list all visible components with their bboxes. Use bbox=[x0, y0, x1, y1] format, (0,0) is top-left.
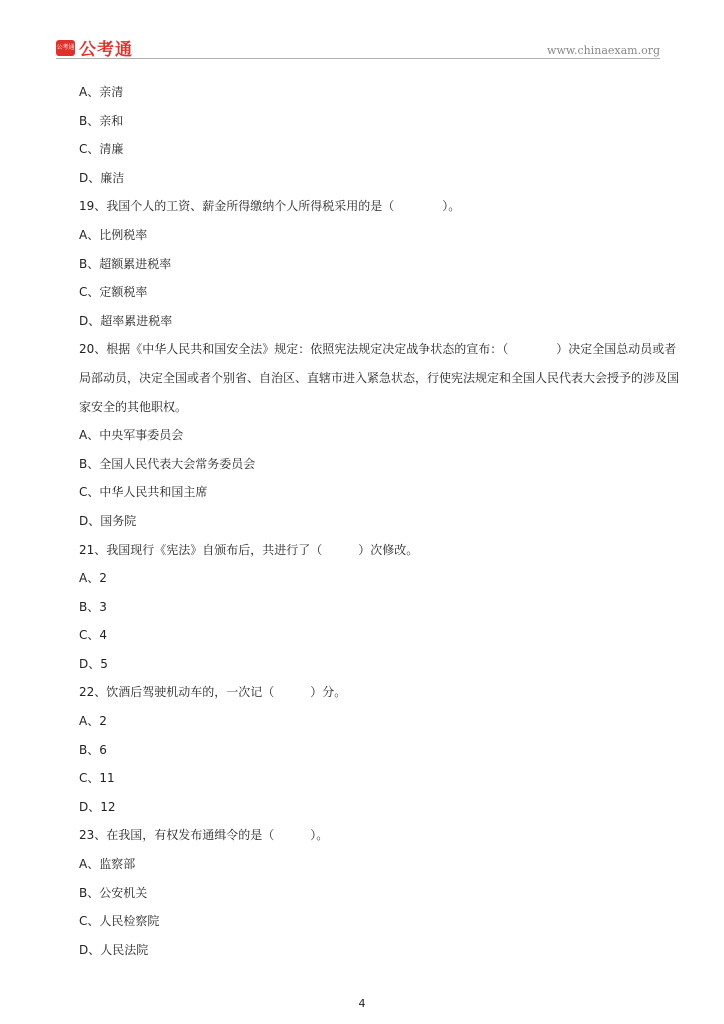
option-line: B、6 bbox=[79, 742, 107, 757]
option-line: D、12 bbox=[79, 799, 116, 814]
question-20: 20、根据《中华人民共和国安全法》规定：依照宪法规定决定战争状态的宣布：（ ）决定全国总动员或者局部动员，决定全国或者个别省、自治区、直辖市进入紧急状态，行使宪法规定和全国人民代表大会授予的涉及国家安全的其他职权。 bbox=[79, 342, 680, 414]
logo-text: 公考通 bbox=[79, 40, 133, 60]
option-line: B、公安机关 bbox=[79, 885, 148, 900]
header-divider bbox=[56, 58, 660, 59]
option-line: D、廉洁 bbox=[79, 170, 125, 185]
exam-content bbox=[79, 78, 683, 964]
option-line: A、亲清 bbox=[79, 85, 124, 99]
option-line: C、11 bbox=[79, 771, 115, 786]
option-line: A、2 bbox=[79, 714, 107, 729]
page-header bbox=[0, 0, 724, 62]
option-line: A、监察部 bbox=[79, 857, 136, 872]
option-line: D、国务院 bbox=[79, 513, 137, 528]
option-line: C、4 bbox=[79, 628, 108, 643]
option-line: D、超率累进税率 bbox=[79, 313, 173, 328]
option-line: C、清廉 bbox=[79, 142, 124, 157]
option-line: D、人民法院 bbox=[79, 942, 149, 957]
option-line: A、比例税率 bbox=[79, 227, 148, 242]
question-19: 19、我国个人的工资、薪金所得缴纳个人所得税采用的是（ ）。 bbox=[79, 199, 461, 214]
option-line: C、定额税率 bbox=[79, 285, 148, 300]
option-line: C、人民检察院 bbox=[79, 914, 160, 929]
option-line: B、3 bbox=[79, 599, 107, 614]
site-url: www.chinaexam.org bbox=[547, 44, 660, 57]
option-line: B、亲和 bbox=[79, 113, 124, 128]
question-23: 23、在我国，有权发布通缉令的是（ ）。 bbox=[79, 828, 329, 843]
option-line: B、全国人民代表大会常务委员会 bbox=[79, 456, 256, 471]
option-line: A、2 bbox=[79, 571, 107, 586]
option-line: D、5 bbox=[79, 656, 108, 671]
option-line: C、中华人民共和国主席 bbox=[79, 485, 208, 500]
option-line: A、中央军事委员会 bbox=[79, 428, 184, 443]
option-line: B、超额累进税率 bbox=[79, 256, 172, 271]
question-22: 22、饮酒后驾驶机动车的，一次记（ ）分。 bbox=[79, 685, 347, 700]
page-number: 4 bbox=[358, 997, 366, 1010]
question-21: 21、我国现行《宪法》自颁布后，共进行了（ ）次修改。 bbox=[79, 542, 419, 557]
logo bbox=[56, 35, 133, 60]
logo-icon: 公考通 bbox=[56, 40, 75, 56]
